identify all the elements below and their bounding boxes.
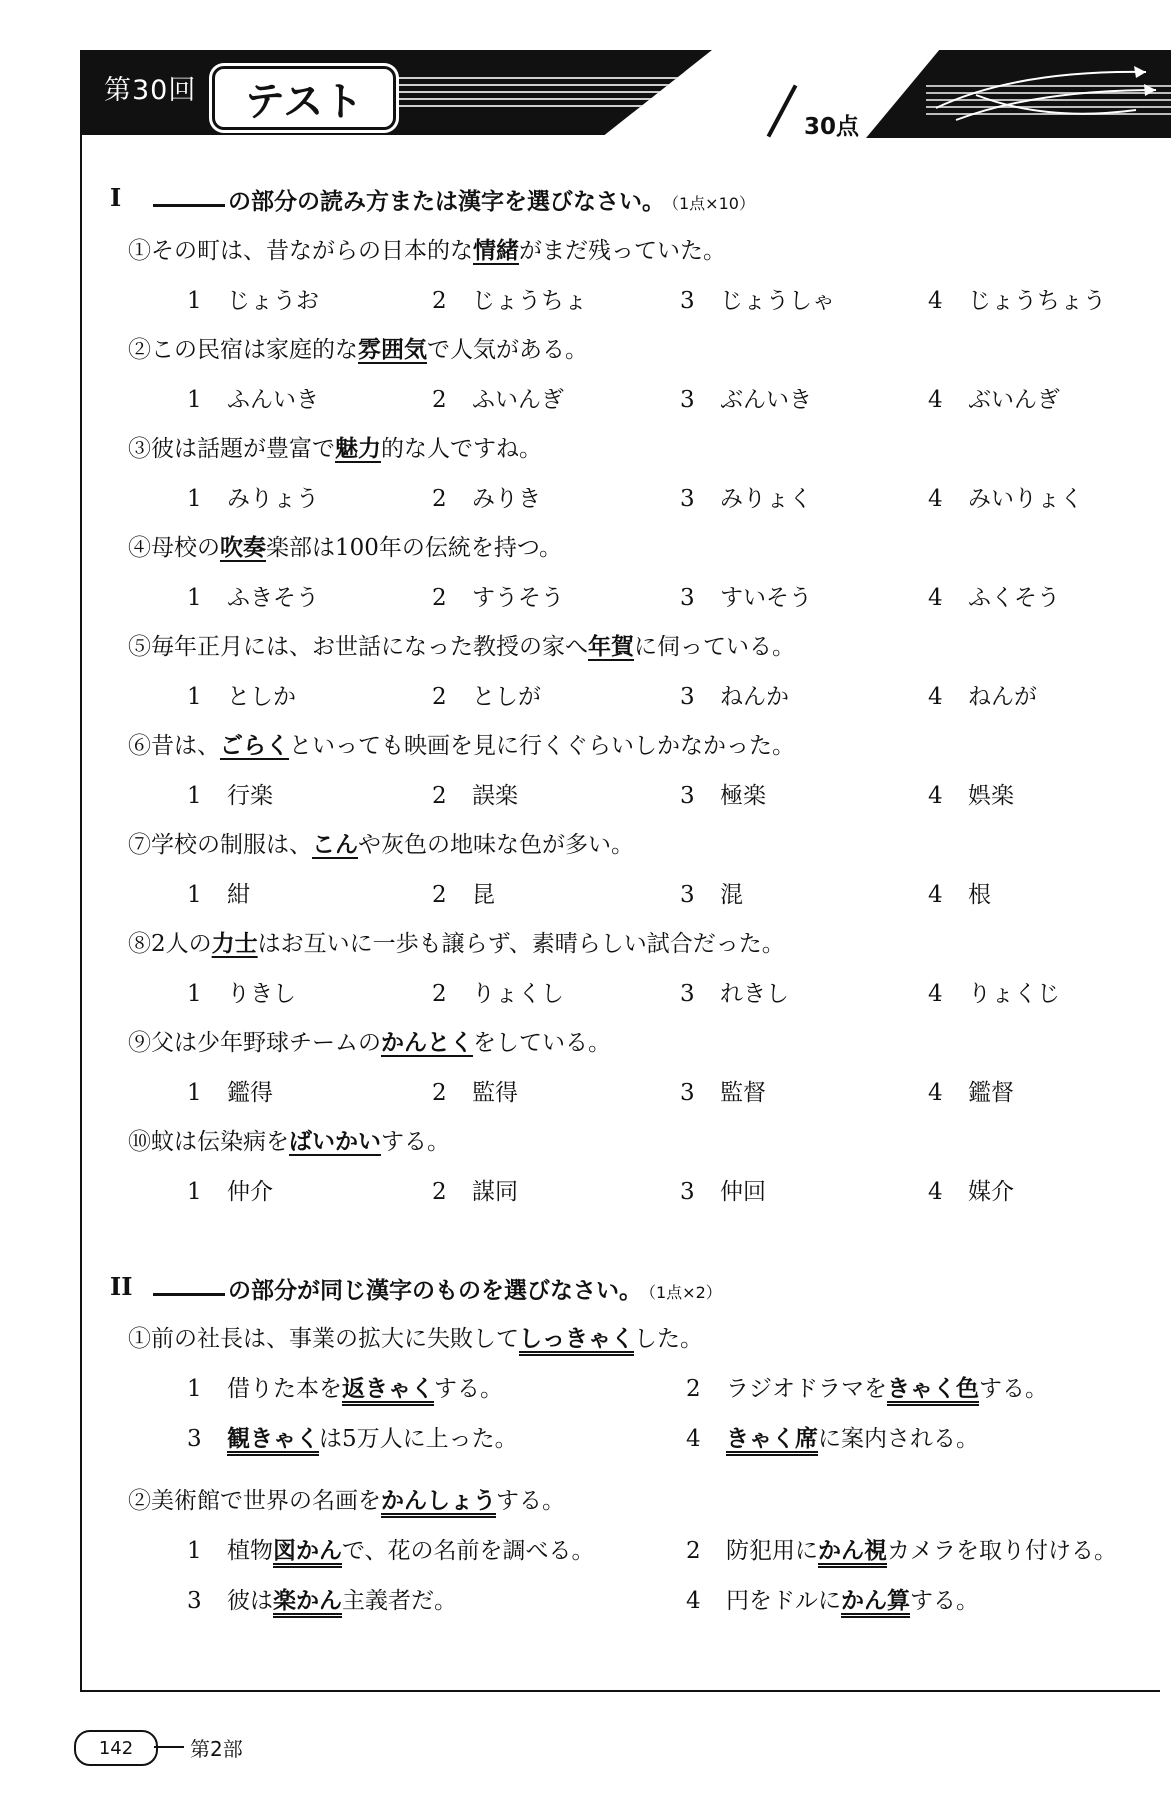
answer-option bbox=[928, 381, 1060, 414]
option-text: で、花の名前を調べる。 bbox=[342, 1538, 595, 1564]
option-text: 監督 bbox=[720, 1080, 766, 1106]
question bbox=[128, 430, 542, 463]
option-text: する。 bbox=[979, 1376, 1048, 1402]
question-text: 2人の bbox=[151, 931, 212, 957]
answer-option bbox=[432, 381, 564, 414]
option-number: 3 bbox=[680, 1080, 695, 1106]
answer-option bbox=[187, 1532, 595, 1565]
round-label: 第30回 bbox=[104, 75, 197, 106]
answer-option bbox=[928, 1074, 1014, 1107]
section-instruction: の部分の読み方または漢字を選びなさい。 （1点×10） bbox=[228, 189, 755, 215]
option-text: 防犯用に bbox=[726, 1538, 818, 1564]
option-number: 2 bbox=[432, 882, 447, 908]
question-text: した。 bbox=[634, 1326, 703, 1352]
question-number: ① bbox=[128, 1326, 151, 1352]
question-text: この民宿は家庭的な bbox=[151, 337, 358, 363]
option-number: 3 bbox=[680, 1179, 695, 1205]
total-score: 30点 bbox=[804, 114, 860, 140]
answer-option bbox=[187, 777, 273, 810]
answer-option bbox=[928, 1173, 1014, 1206]
option-text: 鑑督 bbox=[968, 1080, 1014, 1106]
question-text: 彼は話題が豊富で bbox=[151, 436, 335, 462]
option-number: 4 bbox=[928, 387, 943, 413]
question-text: 楽部は100年の伝統を持つ。 bbox=[266, 535, 562, 561]
question bbox=[128, 826, 634, 859]
page-number-connector bbox=[154, 1746, 184, 1748]
option-number: 3 bbox=[680, 486, 695, 512]
answer-option bbox=[432, 876, 495, 909]
option-target: 楽かん bbox=[273, 1588, 342, 1614]
option-number: 2 bbox=[432, 981, 447, 1007]
option-number: 1 bbox=[187, 1538, 202, 1564]
option-text: 極楽 bbox=[720, 783, 766, 809]
option-number: 2 bbox=[686, 1376, 701, 1402]
question-number: ③ bbox=[128, 436, 151, 462]
option-text: ラジオドラマを bbox=[726, 1376, 887, 1402]
question-text: 的な人ですね。 bbox=[381, 436, 542, 462]
option-text: 昆 bbox=[472, 882, 495, 908]
frame-bottom-rule bbox=[80, 1690, 1160, 1692]
option-number: 1 bbox=[187, 585, 202, 611]
option-text: じょうちょ bbox=[472, 288, 587, 314]
option-number: 1 bbox=[187, 1080, 202, 1106]
target-word: 雰囲気 bbox=[358, 337, 427, 363]
option-target: 返きゃく bbox=[342, 1376, 434, 1402]
answer-option bbox=[680, 876, 743, 909]
answer-option bbox=[432, 1074, 518, 1107]
option-number: 3 bbox=[680, 288, 695, 314]
option-number: 2 bbox=[432, 1080, 447, 1106]
option-text: に案内される。 bbox=[818, 1426, 979, 1452]
option-number: 1 bbox=[187, 486, 202, 512]
question-text: で人気がある。 bbox=[427, 337, 588, 363]
answer-option bbox=[686, 1582, 979, 1615]
option-text: じょうちょう bbox=[968, 288, 1106, 314]
question-number: ① bbox=[128, 238, 151, 264]
option-number: 2 bbox=[432, 684, 447, 710]
option-text: りょくし bbox=[472, 981, 564, 1007]
option-text: じょうお bbox=[227, 288, 319, 314]
option-target: きゃく席 bbox=[726, 1426, 818, 1452]
answer-option bbox=[680, 777, 766, 810]
option-text: ねんが bbox=[968, 684, 1037, 710]
target-word: 情緒 bbox=[473, 238, 519, 264]
question-text: 父は少年野球チームの bbox=[151, 1030, 381, 1056]
question-text: する。 bbox=[381, 1129, 450, 1155]
option-number: 3 bbox=[680, 981, 695, 1007]
answer-option bbox=[187, 1582, 457, 1615]
target-word: かんしょう bbox=[381, 1488, 496, 1514]
option-text: じょうしゃ bbox=[720, 288, 835, 314]
target-word: しっきゃく bbox=[519, 1326, 634, 1352]
question-number: ⑨ bbox=[128, 1030, 151, 1056]
question-text: や灰色の地味な色が多い。 bbox=[358, 832, 634, 858]
answer-option bbox=[680, 282, 835, 315]
option-number: 1 bbox=[187, 783, 202, 809]
option-text: すいそう bbox=[720, 585, 812, 611]
option-number: 1 bbox=[187, 387, 202, 413]
option-number: 1 bbox=[187, 288, 202, 314]
answer-option bbox=[187, 1370, 503, 1403]
question bbox=[128, 925, 785, 958]
option-target: きゃく色 bbox=[887, 1376, 979, 1402]
option-number: 2 bbox=[432, 1179, 447, 1205]
target-word: こん bbox=[312, 832, 358, 858]
question-text: 蚊は伝染病を bbox=[151, 1129, 289, 1155]
option-number: 1 bbox=[187, 882, 202, 908]
score-slash bbox=[767, 84, 798, 137]
option-number: 3 bbox=[680, 585, 695, 611]
question bbox=[128, 529, 562, 562]
option-text: ふんいき bbox=[227, 387, 319, 413]
answer-option bbox=[928, 282, 1106, 315]
option-text: ねんか bbox=[720, 684, 789, 710]
answer-option bbox=[187, 579, 319, 612]
option-text: ぶいんぎ bbox=[968, 387, 1060, 413]
answer-option bbox=[432, 480, 541, 513]
answer-option bbox=[680, 678, 789, 711]
option-target: 図かん bbox=[273, 1538, 342, 1564]
option-number: 2 bbox=[432, 783, 447, 809]
section-points: （1点×10） bbox=[671, 194, 755, 213]
question-number: ⑦ bbox=[128, 832, 151, 858]
answer-option bbox=[187, 1173, 273, 1206]
answer-option bbox=[432, 282, 587, 315]
option-number: 1 bbox=[187, 981, 202, 1007]
answer-option bbox=[686, 1532, 1117, 1565]
question-text: をしている。 bbox=[473, 1030, 611, 1056]
frame-left-rule bbox=[80, 130, 82, 1692]
option-text: すうそう bbox=[472, 585, 564, 611]
answer-option bbox=[432, 975, 564, 1008]
question-text: に伺っている。 bbox=[634, 634, 795, 660]
option-number: 4 bbox=[928, 684, 943, 710]
question-text: 前の社長は、事業の拡大に失敗して bbox=[151, 1326, 519, 1352]
option-text: 誤楽 bbox=[472, 783, 518, 809]
answer-option bbox=[928, 480, 1083, 513]
option-text: みりょう bbox=[227, 486, 319, 512]
option-number: 2 bbox=[432, 387, 447, 413]
option-text: 鑑得 bbox=[227, 1080, 273, 1106]
option-text: 主義者だ。 bbox=[342, 1588, 457, 1614]
option-number: 2 bbox=[432, 486, 447, 512]
answer-option bbox=[928, 678, 1037, 711]
answer-option bbox=[680, 1074, 766, 1107]
option-text: 行楽 bbox=[227, 783, 273, 809]
option-text: する。 bbox=[910, 1588, 979, 1614]
section-instruction: の部分が同じ漢字のものを選びなさい。 （1点×2） bbox=[228, 1278, 722, 1304]
question bbox=[128, 331, 588, 364]
option-target: 観きゃく bbox=[227, 1426, 319, 1452]
option-number: 4 bbox=[928, 486, 943, 512]
question bbox=[128, 232, 726, 265]
option-number: 3 bbox=[680, 882, 695, 908]
option-text: 混 bbox=[720, 882, 743, 908]
question-text: といっても映画を見に行くぐらいしかなかった。 bbox=[289, 733, 795, 759]
question-number: ② bbox=[128, 337, 151, 363]
target-word: 吹奏 bbox=[220, 535, 266, 561]
answer-option bbox=[928, 579, 1060, 612]
question-number: ⑤ bbox=[128, 634, 151, 660]
question-text: 母校の bbox=[151, 535, 220, 561]
option-number: 4 bbox=[928, 1080, 943, 1106]
option-text: 謀同 bbox=[472, 1179, 518, 1205]
option-text: 仲回 bbox=[720, 1179, 766, 1205]
option-text: みりき bbox=[472, 486, 541, 512]
option-text: は5万人に上った。 bbox=[319, 1426, 518, 1452]
option-number: 3 bbox=[680, 387, 695, 413]
option-text: みりょく bbox=[720, 486, 812, 512]
option-text: する。 bbox=[434, 1376, 503, 1402]
decorative-band bbox=[866, 50, 1171, 138]
option-number: 3 bbox=[187, 1426, 202, 1452]
question-text: 昔は、 bbox=[151, 733, 220, 759]
question-number: ④ bbox=[128, 535, 151, 561]
option-text: 根 bbox=[968, 882, 991, 908]
answer-option bbox=[432, 777, 518, 810]
option-text: りきし bbox=[227, 981, 296, 1007]
page-title: テスト bbox=[212, 66, 396, 130]
question-text: はお互いに一歩も譲らず、素晴らしい試合だった。 bbox=[257, 931, 785, 957]
answer-option bbox=[928, 975, 1060, 1008]
underline-blank bbox=[153, 1289, 225, 1296]
answer-option bbox=[928, 876, 991, 909]
target-word: 力士 bbox=[211, 931, 258, 957]
answer-option bbox=[187, 876, 250, 909]
answer-option bbox=[928, 777, 1014, 810]
answer-option bbox=[432, 1173, 518, 1206]
option-number: 3 bbox=[680, 684, 695, 710]
option-text: 彼は bbox=[227, 1588, 273, 1614]
answer-option bbox=[187, 1420, 518, 1453]
question-text: 毎年正月には、お世話になった教授の家へ bbox=[151, 634, 588, 660]
section-number: I bbox=[110, 183, 122, 212]
flying-arrows-icon bbox=[866, 50, 1171, 138]
option-number: 3 bbox=[187, 1588, 202, 1614]
answer-option bbox=[680, 975, 789, 1008]
page-number: 142 bbox=[74, 1730, 158, 1766]
option-number: 4 bbox=[928, 783, 943, 809]
answer-option bbox=[187, 480, 319, 513]
answer-option bbox=[680, 579, 812, 612]
answer-option bbox=[187, 678, 296, 711]
question bbox=[128, 727, 795, 760]
question-number: ⑥ bbox=[128, 733, 151, 759]
question bbox=[128, 1320, 703, 1353]
option-number: 2 bbox=[432, 585, 447, 611]
option-number: 4 bbox=[928, 288, 943, 314]
target-word: ごらく bbox=[220, 733, 289, 759]
option-target: かん算 bbox=[841, 1588, 910, 1614]
answer-option bbox=[187, 282, 319, 315]
option-target: かん視 bbox=[818, 1538, 887, 1564]
option-text: ふきそう bbox=[227, 585, 319, 611]
question-text: その町は、昔ながらの日本的な bbox=[151, 238, 473, 264]
answer-option bbox=[432, 579, 564, 612]
answer-option bbox=[187, 1074, 273, 1107]
option-number: 1 bbox=[187, 1179, 202, 1205]
question-number: ⑧ bbox=[128, 931, 151, 957]
question-text: 学校の制服は、 bbox=[151, 832, 312, 858]
answer-option bbox=[686, 1420, 979, 1453]
option-number: 4 bbox=[928, 1179, 943, 1205]
option-number: 2 bbox=[432, 288, 447, 314]
question-number: ⑩ bbox=[128, 1129, 151, 1155]
option-text: みいりょく bbox=[968, 486, 1083, 512]
option-text: ふいんぎ bbox=[472, 387, 564, 413]
option-text: 紺 bbox=[227, 882, 250, 908]
option-text: としか bbox=[227, 684, 296, 710]
option-number: 1 bbox=[187, 1376, 202, 1402]
answer-option bbox=[187, 975, 296, 1008]
option-number: 2 bbox=[686, 1538, 701, 1564]
target-word: かんとく bbox=[381, 1030, 473, 1056]
question bbox=[128, 1123, 450, 1156]
underline-blank bbox=[153, 200, 225, 207]
option-text: 仲介 bbox=[227, 1179, 273, 1205]
answer-option bbox=[680, 381, 812, 414]
option-text: カメラを取り付ける。 bbox=[887, 1538, 1117, 1564]
target-word: 年賀 bbox=[588, 634, 634, 660]
option-text: りょくじ bbox=[968, 981, 1060, 1007]
option-text: 媒介 bbox=[968, 1179, 1014, 1205]
option-text: れきし bbox=[720, 981, 789, 1007]
answer-option bbox=[680, 480, 812, 513]
part-label: 第2部 bbox=[190, 1737, 243, 1761]
option-number: 4 bbox=[686, 1588, 701, 1614]
answer-option bbox=[680, 1173, 766, 1206]
option-text: 借りた本を bbox=[227, 1376, 342, 1402]
answer-option bbox=[686, 1370, 1048, 1403]
question-text: 美術館で世界の名画を bbox=[151, 1488, 381, 1514]
answer-option bbox=[432, 678, 541, 711]
option-text: ぶんいき bbox=[720, 387, 812, 413]
option-number: 3 bbox=[680, 783, 695, 809]
option-text: ふくそう bbox=[968, 585, 1060, 611]
option-text: としが bbox=[472, 684, 541, 710]
question bbox=[128, 628, 795, 661]
option-text: 監得 bbox=[472, 1080, 518, 1106]
option-number: 4 bbox=[928, 981, 943, 1007]
section-points: （1点×2） bbox=[648, 1283, 722, 1302]
question-text: がまだ残っていた。 bbox=[519, 238, 726, 264]
target-word: ばいかい bbox=[289, 1129, 381, 1155]
option-number: 4 bbox=[686, 1426, 701, 1452]
section-number: II bbox=[110, 1272, 133, 1301]
option-text: 円をドルに bbox=[726, 1588, 841, 1614]
option-number: 4 bbox=[928, 585, 943, 611]
option-number: 1 bbox=[187, 684, 202, 710]
question-text: する。 bbox=[496, 1488, 565, 1514]
answer-option bbox=[187, 381, 319, 414]
target-word: 魅力 bbox=[335, 436, 381, 462]
option-text: 娯楽 bbox=[968, 783, 1014, 809]
question-number: ② bbox=[128, 1488, 151, 1514]
question bbox=[128, 1482, 565, 1515]
option-text: 植物 bbox=[227, 1538, 273, 1564]
question bbox=[128, 1024, 611, 1057]
option-number: 4 bbox=[928, 882, 943, 908]
